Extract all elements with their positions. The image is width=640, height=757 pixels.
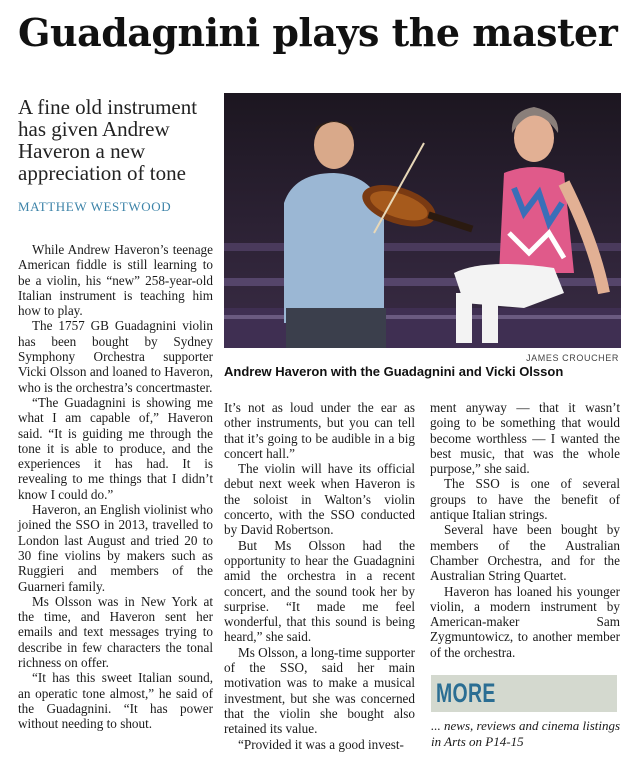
paragraph: Ms Olsson was in New York at the time, and Haveron sent her emails and text messages trying to describe in few characters the tonal richness on offer. [18, 593, 213, 671]
article-photo [224, 93, 621, 348]
photo-caption: Andrew Haveron with the Guadagnini and Vicki Olsson [224, 364, 564, 379]
paragraph: “It has this sweet Italian sound, an operatic tone almost,” he said of the Guadagnini. “It has power without needing to shout. [18, 670, 213, 732]
more-panel [431, 675, 617, 712]
paragraph: Haveron, an English violinist who joined the SSO in 2013, travelled to London last August and tried 20 to 30 fine violins by makers such as Ruggieri and members of the Guarneri family. [18, 502, 213, 594]
standfirst: A fine old instrument has given Andrew Haveron a new appreciation of tone [18, 95, 198, 185]
paragraph: The SSO is one of several groups to have the benefit of antique Italian strings. [430, 476, 620, 523]
body-column-1 [18, 242, 213, 732]
paragraph: But Ms Olsson had the opportunity to hear the Guadagnini amid the orchestra in a recent concert, and the sound took her by surprise. “It made me feel wonderful, that this sound is being heard,” she said. [224, 537, 415, 645]
body-column-2 [224, 400, 415, 752]
body-column-3 [430, 400, 620, 660]
paragraph: Several have been bought by members of the Australian Chamber Orchestra, and for the Australian String Quartet. [430, 522, 620, 584]
paragraph: While Andrew Haveron’s teenage American fiddle is still learning to be a violin, his “new” 258-year-old Italian instrument is teaching him how to play. [18, 242, 213, 319]
paragraph: Haveron has loaned his younger violin, a modern instrument by American-maker Sam Zygmuntowicz, to another member of the orchestra. [430, 583, 620, 660]
paragraph: Ms Olsson, a long-time supporter of the SSO, said her main motivation was to make a musical investment, but she was concerned that the violin she bought also retained its value. [224, 644, 415, 737]
more-label: MORE [436, 678, 496, 708]
paragraph: “Provided it was a good invest- [238, 736, 404, 752]
byline: MATTHEW WESTWOOD [18, 199, 172, 214]
paragraph: “The Guadagnini is showing me what I am capable of,” Haveron said. “It is guiding me through the tone it is able to produce, and the experiences it has had. It is revealing to me things that I didn’t know I could do.” [18, 394, 213, 502]
photo-illustration [224, 93, 621, 348]
paragraph: The violin will have its official debut next week when Haveron is the soloist in Walton’s violin concerto, with the SSO conducted by David Robertson. [224, 461, 415, 538]
headline: Guadagnini plays the master [18, 10, 618, 55]
paragraph: The 1757 GB Guadagnini violin has been bought by Sydney Symphony Orchestra supporter Vicki Olsson and loaned to Haveron, who is the orchestra’s concertmaster. [18, 318, 213, 395]
paragraph: It’s not as loud under the ear as other instruments, but you can tell that it’s going to be audible in a big concert hall.” [224, 400, 415, 461]
more-teaser: ... news, reviews and cinema listings in Arts on P14-15 [431, 718, 621, 749]
photo-credit: JAMES CROUCHER [526, 353, 619, 363]
paragraph: ment anyway — that it wasn’t going to be something that would become worthless — I wanted the best music, that was the whole purpose,” she said. [430, 400, 620, 477]
